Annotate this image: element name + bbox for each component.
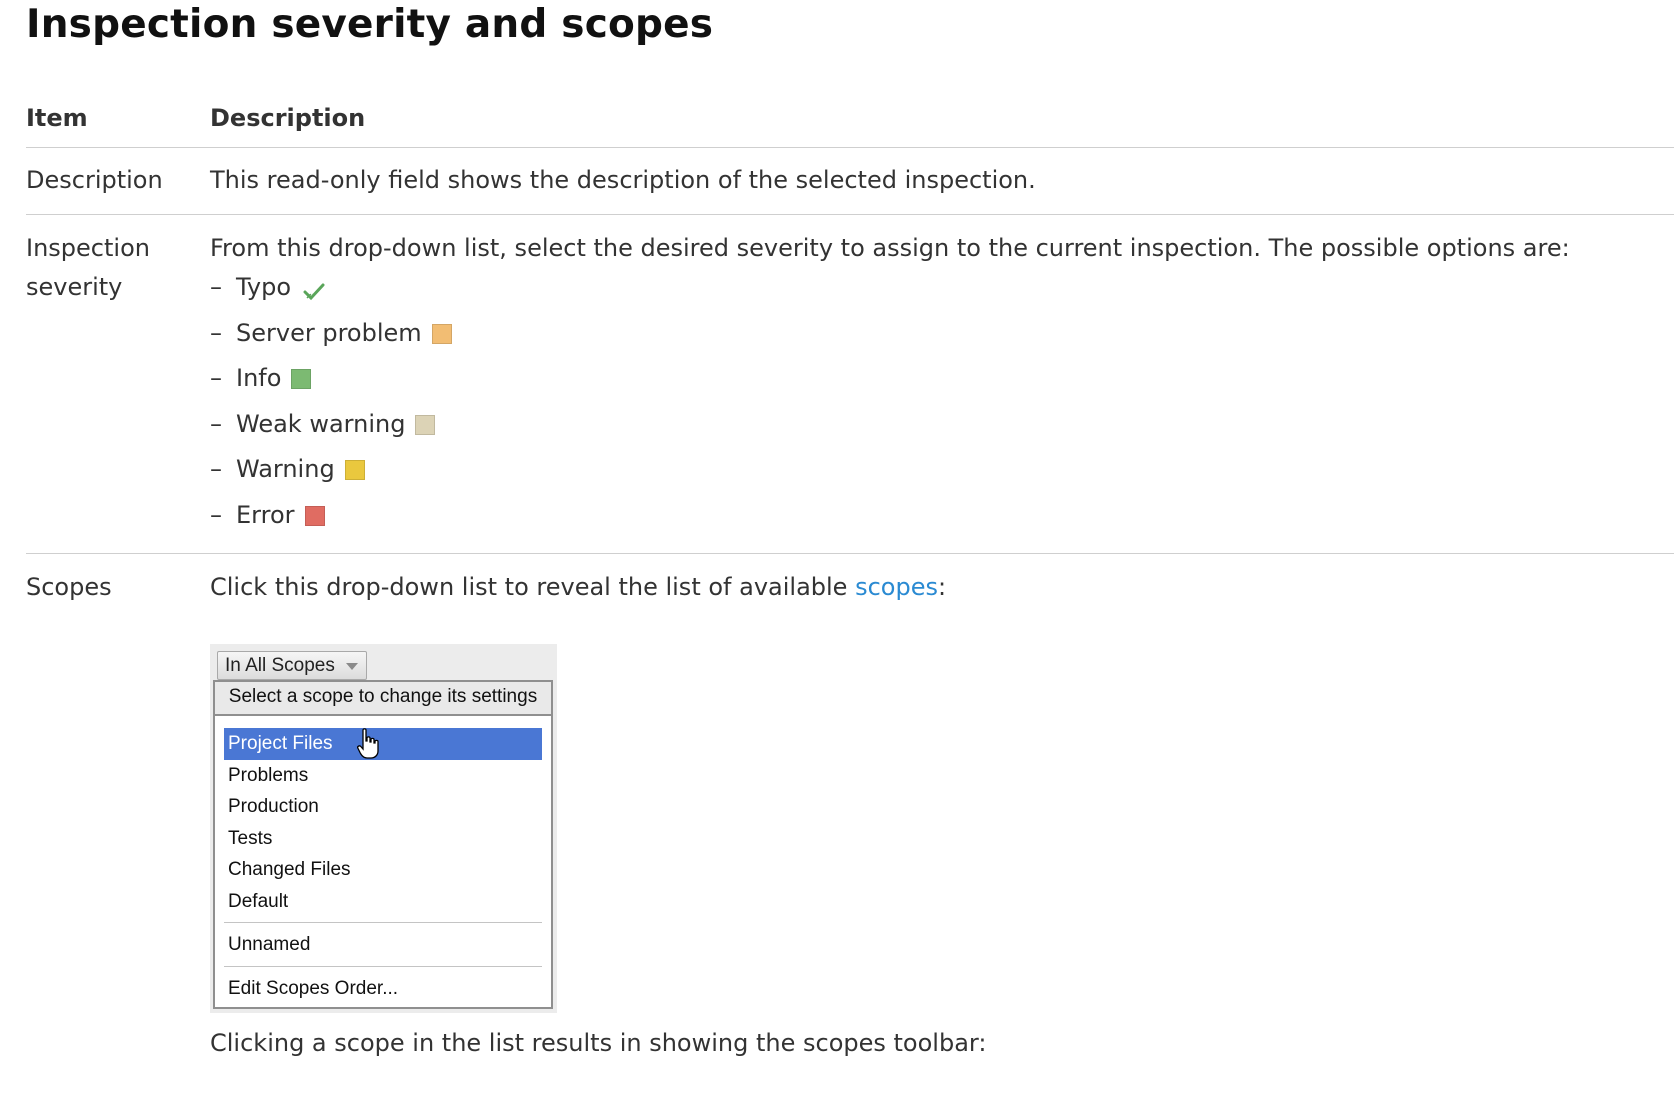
scope-combo-value: In All Scopes	[225, 655, 335, 676]
scope-popup	[213, 680, 553, 1009]
row-item-label: Scopes	[26, 573, 112, 601]
severity-option-info	[210, 359, 1570, 405]
table-row-severity	[26, 215, 1674, 554]
list-dash: –	[210, 455, 222, 483]
chevron-down-icon	[346, 663, 358, 670]
header-item: Item	[26, 104, 88, 132]
header-description: Description	[210, 104, 366, 132]
scope-combo-box[interactable]	[217, 651, 367, 680]
page-title: Inspection severity and scopes	[26, 2, 714, 47]
scope-list	[224, 728, 542, 1010]
severity-options-list	[210, 268, 1570, 541]
row-item-label-line1: Inspection	[26, 234, 150, 262]
severity-intro: From this drop-down list, select the desired severity to assign to the current inspection. The possible options are:	[210, 234, 1570, 262]
row-item-label-line2: severity	[26, 273, 123, 301]
list-dash: –	[210, 409, 222, 438]
settings-table	[26, 88, 1674, 1114]
color-swatch-icon	[345, 460, 365, 480]
table-header	[26, 88, 1674, 148]
severity-option-weak-warning	[210, 405, 1570, 451]
severity-option-error	[210, 496, 1570, 542]
color-swatch-icon	[415, 415, 435, 435]
severity-label: Info	[236, 364, 282, 392]
severity-option-server-problem	[210, 314, 1570, 360]
scopes-intro-prefix: Click this drop-down list to reveal the list of available	[210, 573, 856, 601]
scopes-intro-suffix: :	[937, 573, 947, 601]
typo-check-icon	[303, 276, 325, 315]
edit-scopes-order-item[interactable]: Edit Scopes Order...	[228, 978, 399, 999]
scope-item-problems[interactable]: Problems	[228, 764, 309, 786]
list-dash: –	[210, 364, 222, 392]
row-description-text: This read-only field shows the description of the selected inspection.	[210, 166, 1036, 194]
severity-label: Warning	[236, 455, 335, 483]
list-dash: –	[210, 318, 222, 347]
scope-item-default[interactable]: Default	[228, 890, 289, 912]
severity-label: Server problem	[236, 318, 422, 347]
table-row-scopes	[26, 554, 1674, 1114]
scope-item-tests[interactable]: Tests	[228, 827, 273, 849]
scope-item-project-files[interactable]: Project Files	[224, 728, 542, 760]
list-dash: –	[210, 500, 222, 529]
hand-cursor-icon	[357, 728, 379, 765]
color-swatch-icon	[432, 324, 452, 344]
table-row-description	[26, 148, 1674, 215]
scopes-intro	[210, 568, 946, 607]
severity-label: Error	[236, 500, 295, 529]
row-item-label: Description	[26, 166, 163, 194]
severity-description	[210, 229, 1570, 541]
list-dash: –	[210, 273, 222, 301]
severity-option-warning	[210, 450, 1570, 496]
scope-item-changed-files[interactable]: Changed Files	[228, 859, 351, 880]
severity-option-typo	[210, 268, 1570, 314]
color-swatch-icon	[291, 369, 311, 389]
scope-item-production[interactable]: Production	[228, 796, 319, 817]
severity-label: Weak warning	[236, 409, 406, 438]
row-item-label	[26, 229, 196, 307]
popup-header: Select a scope to change its settings	[215, 682, 551, 716]
color-swatch-icon	[305, 506, 325, 526]
scopes-footer-text: Clicking a scope in the list results in showing the scopes toolbar:	[210, 1029, 987, 1057]
scopes-link[interactable]: scopes	[855, 573, 938, 601]
scope-item-unnamed[interactable]: Unnamed	[228, 934, 311, 955]
severity-label: Typo	[236, 273, 292, 301]
scopes-dropdown-screenshot	[210, 644, 557, 1013]
